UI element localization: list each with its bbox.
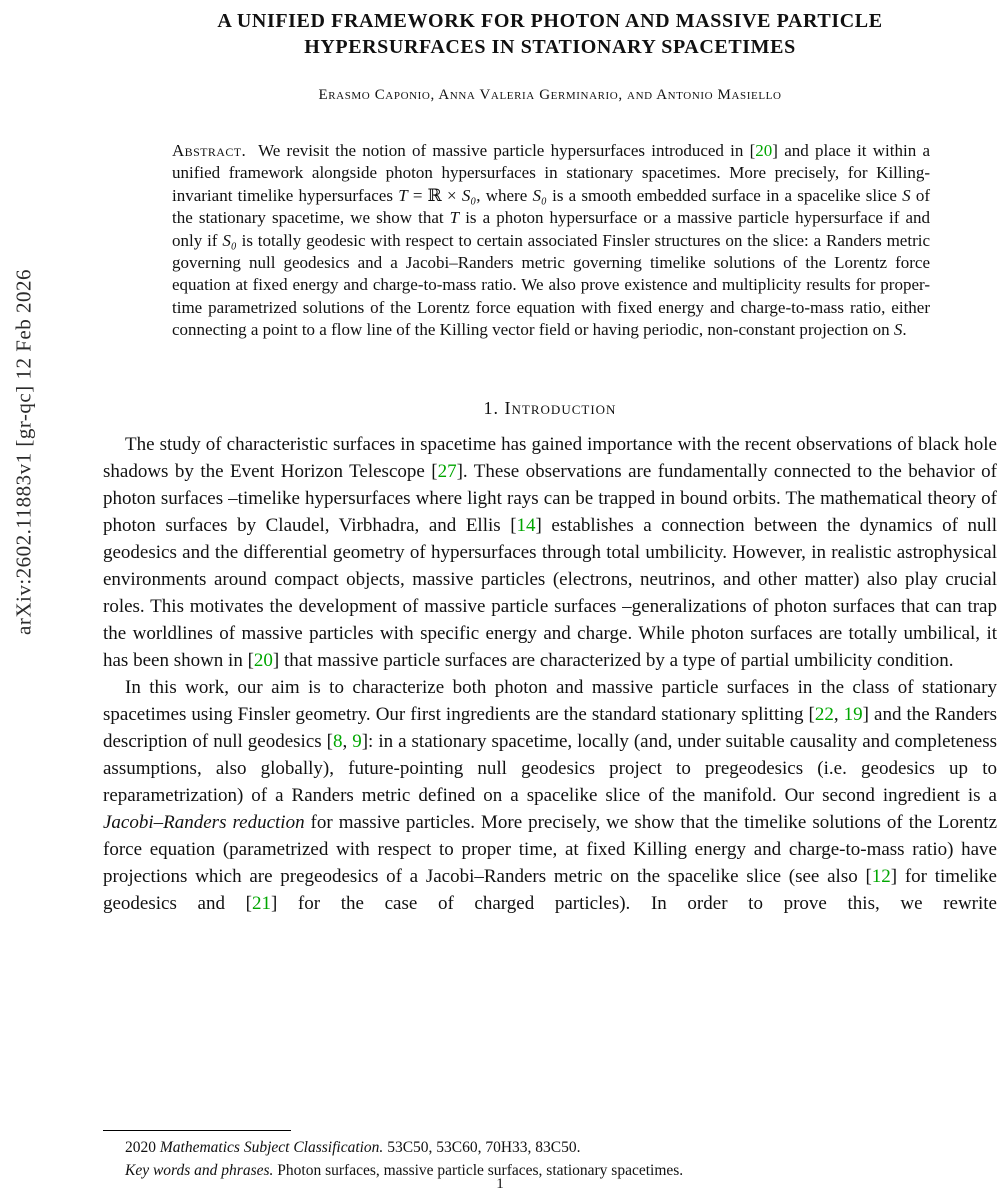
arxiv-watermark (12, 269, 37, 635)
citation-link[interactable]: 14 (516, 514, 536, 536)
citation-link[interactable]: 8 (332, 730, 343, 752)
abstract-text: We revisit the notion of massive particle hypersurfaces introduced in [20] and place it within a unified framework alongside photon hypersurfaces in stationary spacetimes. More precisely, for Killing-invariant timelike hypersurfaces T = ℝ × S₀, where S₀ is a smooth embedded surface in a spacelike slice S of the stationary spacetime, we show that T is a photon hypersurface or a massive particle hypersurface if and only if S₀ is totally geodesic with respect to certain associated Finsler structures on the slice: a Randers metric governing null geodesics and a Jacobi–Randers metric governing timelike solutions of the Lorentz force equation at fixed energy and charge-to-mass ratio. We also prove existence and multiplicity results for proper-time parametrized solutions of the Lorentz force equation with fixed energy and charge-to-mass ratio, either connecting a point to a flow line of the Killing vector field or having periodic, non-constant projection on S. (172, 141, 930, 340)
paper-title (103, 8, 997, 60)
citation-link[interactable]: 22 (814, 703, 834, 725)
abstract-label: Abstract. (172, 141, 247, 160)
paper-title-line2: HYPERSURFACES IN STATIONARY SPACETIMES (304, 36, 796, 58)
citation-link[interactable]: 21 (251, 892, 271, 914)
paragraph-1: The study of characteristic surfaces in spacetime has gained importance with the recent observations of black hole shadows by the Event Horizon Telescope [27]. These observations are fundamentally connected to the behavior of photon surfaces –timelike hypersurfaces where light rays can be trapped in bound orbits. The mathematical theory of photon surfaces by Claudel, Virbhadra, and Ellis [14] establishes a connection between the dynamics of null geodesics and the differential geometry of hypersurfaces through total umbilicity. However, in realistic astrophysical environments around compact objects, massive particles (electrons, neutrinos, and other matter) also play crucial roles. This motivates the development of massive particle surfaces –generalizations of photon surfaces that can trap the worldlines of massive particles with specific energy and charge. While photon surfaces are totally umbilical, it has been shown in [20] that massive particle surfaces are characterized by a type of partial umbilicity condition. (103, 433, 997, 671)
paper-title-line1: A UNIFIED FRAMEWORK FOR PHOTON AND MASSIVE PARTICLE (217, 10, 883, 32)
footnote-rule (103, 1130, 291, 1131)
abstract-block (103, 140, 997, 342)
paper-content (103, 0, 997, 917)
footnote-block (103, 1130, 997, 1182)
section-heading-introduction: 1. Introduction (483, 397, 617, 418)
page-number: 1 (496, 1176, 504, 1192)
paragraph-2: In this work, our aim is to characterize both photon and massive particle surfaces in the class of stationary spacetimes using Finsler geometry. Our first ingredients are the standard stationary splitting [22, 19] and the Randers description of null geodesics [8, 9]: in a stationary spacetime, locally (and, under suitable causality and completeness assumptions, also globally), future-pointing null geodesics project to pregeodesics (i.e. geodesics up to reparametrization) of a Randers metric defined on a spacelike slice of the manifold. Our second ingredient is a Jacobi–Randers reduction for massive particles. More precisely, we show that the timelike solutions of the Lorentz force equation (parametrized with respect to proper time, at fixed Killing energy and charge-to-mass ratio) have projections which are pregeodesics of a Jacobi–Randers metric on the spacelike slice (see also [12] for timelike geodesics and [21] for the case of charged particles). In order to prove this, we rewrite (103, 676, 998, 914)
citation-link[interactable]: 12 (871, 865, 891, 887)
footnote-keywords: Key words and phrases. Photon surfaces, massive particle surfaces, stationary spacetimes. (125, 1162, 684, 1179)
citation-link[interactable]: 20 (253, 649, 273, 671)
citation-link[interactable]: 27 (437, 460, 457, 482)
citation-link[interactable]: 20 (755, 141, 773, 160)
arxiv-identifier: arXiv:2602.11883v1 [gr-qc] 12 Feb 2026 (11, 269, 36, 635)
citation-link[interactable]: 9 (352, 730, 362, 752)
paper-authors: Erasmo Caponio, Anna Valeria Germinario, and Antonio Masiello (318, 87, 782, 103)
footnote-msc: 2020 Mathematics Subject Classification. 53C50, 53C60, 70H33, 83C50. (125, 1139, 581, 1156)
citation-link[interactable]: 19 (843, 703, 863, 725)
